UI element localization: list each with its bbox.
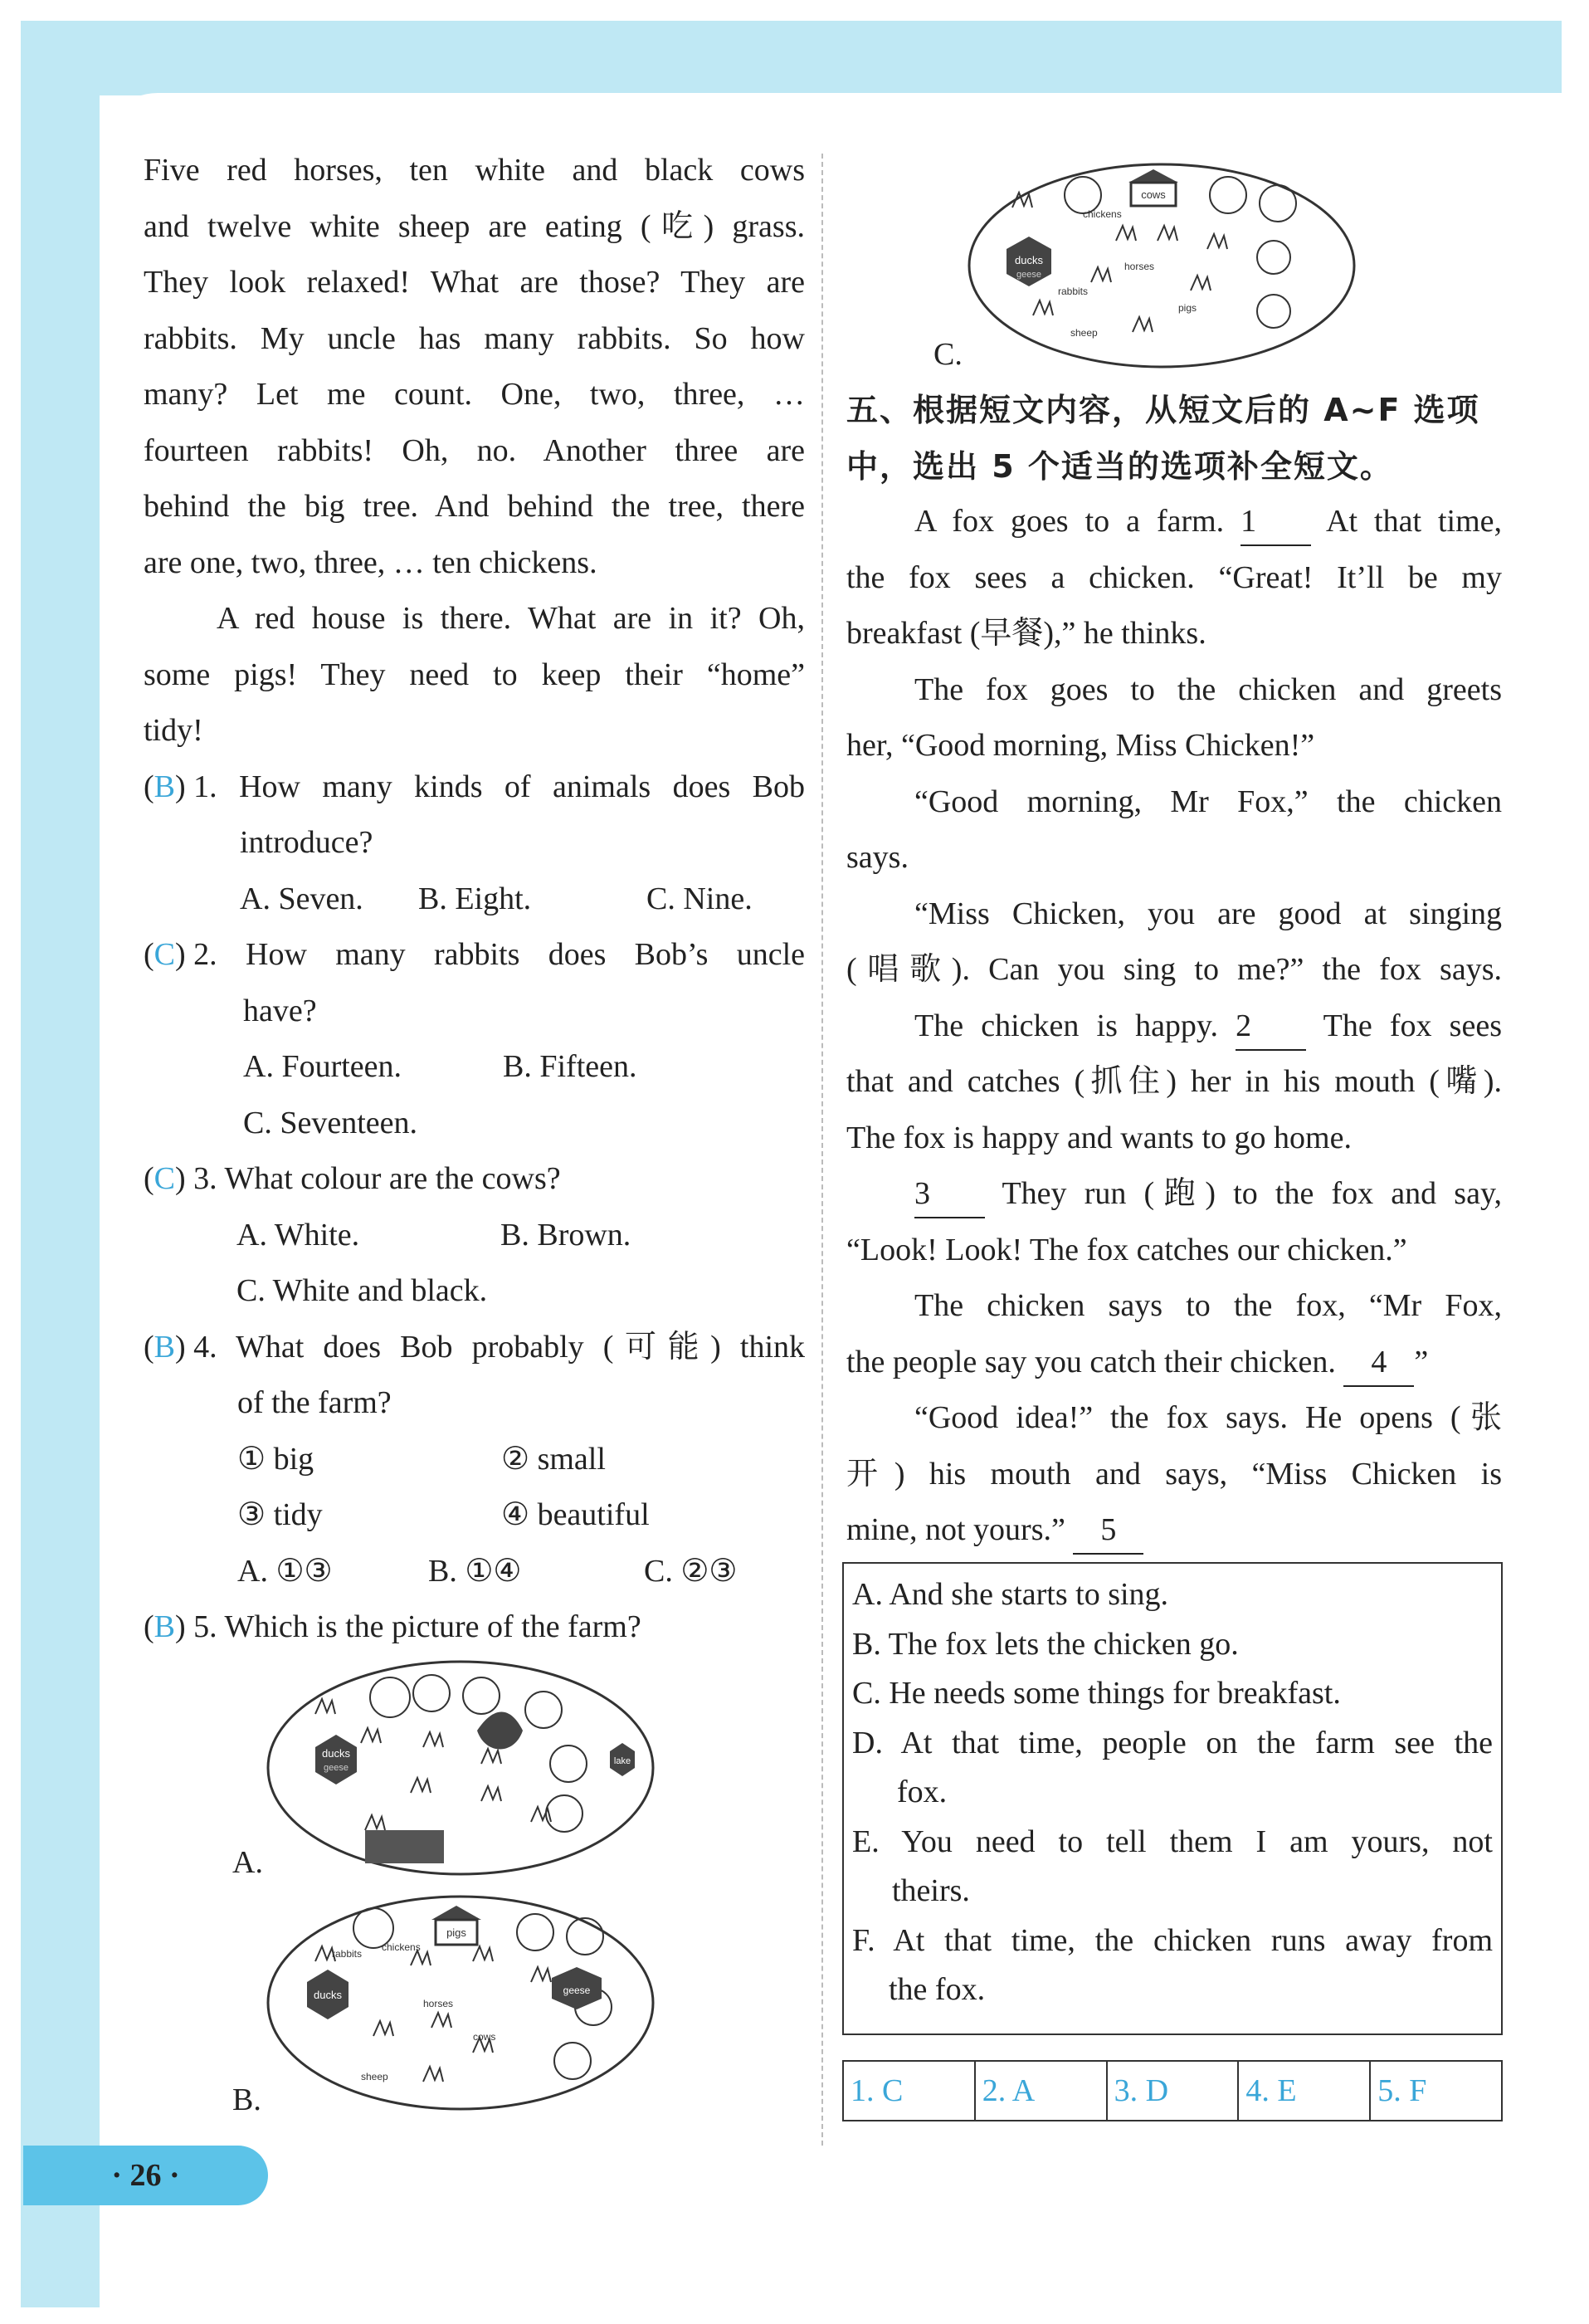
picture-label-c: C. (933, 337, 963, 372)
farm-picture-b (266, 1891, 656, 2115)
option-c: C. Seventeen. (243, 1105, 418, 1140)
answer-mark: B (154, 769, 176, 804)
pic-tag: ducks (1015, 254, 1043, 266)
answer-mark: C (154, 1161, 176, 1196)
pic-tag: cows (1141, 188, 1166, 201)
passage-line: A red house is there. What are in it? Oh, (217, 601, 805, 636)
option-item: B. The fox lets the chicken go. (852, 1626, 1239, 1662)
pic-tag: geese (324, 1763, 349, 1773)
option-a: A. Seven. (240, 881, 363, 916)
pic-tag: rabbits (1058, 286, 1089, 297)
picture-label-a: A. (232, 1845, 263, 1880)
option-a: A. ①③ (237, 1553, 333, 1589)
option-item: E. You need to tell them I am yours, not (852, 1824, 1493, 1859)
option-item: D. At that time, people on the farm see the (852, 1725, 1493, 1760)
passage-line: some pigs! They need to keep their “home” (144, 657, 805, 692)
passage-line: Five red horses, ten white and black cows (144, 153, 805, 188)
question-stem: 5. Which is the picture of the farm? (193, 1609, 641, 1644)
story-text: A fox goes to a farm. 1 At that time, the fox sees a chicken. “Great! It’ll be my breakfast (早餐),” he thinks. The fox goes to the chicken and greets her, “Good morning, Miss Chicken!” “Good morning, Mr Fox,” the chicken says. “Miss Chicken, you are good at singing (唱歌). Can you sing to me?” the fox says. The chicken is happy. 2 The fox sees that and catches (抓住) her in his mouth (嘴). The fox is happy and wants to go home. 3 They run (跑) to the fox and say, “Look! Look! The fox catches our chicken.” The chicken says to the fox, “Mr Fox, the people say you catch their chicken. 4 ” “Good idea!” the fox says. He opens (张 开) his mouth and says, “Miss Chicken is mine, not yours.” 5 (846, 494, 1502, 1559)
question-5: ( B ) 5. Which is the picture of the farm? (144, 1599, 805, 1656)
question-4: ( B ) 4. What does Bob probably (可能) think of the farm? ① big ② small ③ tidy ④ beautiful A. ①③ B. ①④ C. ②③ (144, 1320, 805, 1600)
question-stem: 1. How many kinds of animals does Bob (193, 769, 805, 804)
question-stem: of the farm? (237, 1385, 392, 1420)
pic-tag: cows (473, 2031, 496, 2043)
passage-line: behind the big tree. And behind the tree, there (144, 489, 805, 524)
pic-tag: rabbits (332, 1948, 363, 1960)
passage-line: rabbits. My uncle has many rabbits. So how (144, 320, 805, 356)
side-color-band (21, 21, 100, 2307)
pic-tag: pigs (1178, 302, 1197, 314)
pic-tag: ducks (314, 1989, 342, 2001)
blank-4: 4 (1343, 1339, 1414, 1387)
pic-tag: ducks (322, 1747, 350, 1760)
column-divider (821, 154, 823, 2146)
passage-line: They look relaxed! What are those? They are (144, 265, 805, 300)
option-c: C. ②③ (644, 1553, 738, 1589)
blank-2: 2 (1236, 1003, 1306, 1051)
answer-mark: C (154, 937, 176, 972)
answer-mark: B (154, 1609, 176, 1644)
option-a: A. White. (236, 1217, 360, 1252)
answer-cell: 4. E (1239, 2062, 1371, 2120)
option-c: C. White and black. (236, 1273, 488, 1308)
left-column (144, 143, 805, 1656)
question-stem: 3. What colour are the cows? (193, 1161, 561, 1196)
pic-tag: horses (423, 1998, 454, 2009)
answer-mark: B (154, 1329, 176, 1365)
picture-label-b: B. (232, 2082, 261, 2117)
choice-1: ① big (237, 1441, 314, 1477)
option-a: A. Fourteen. (243, 1049, 402, 1084)
blank-5: 5 (1073, 1506, 1143, 1555)
answer-cell: 3. D (1108, 2062, 1240, 2120)
option-item: the fox. (889, 1972, 986, 2007)
passage-line: fourteen rabbits! Oh, no. Another three are (144, 432, 805, 468)
passage-line: tidy! (144, 713, 203, 748)
question-3: ( C ) 3. What colour are the cows? A. White. B. Brown. C. White and black. (144, 1151, 805, 1320)
section-heading: 五、根据短文内容，从短文后的 A~F 选项 中，选出 5 个适当的选项补全短文。 (846, 392, 1480, 485)
pic-tag: lake (613, 1756, 631, 1766)
farm-picture-a (266, 1656, 656, 1880)
option-item: C. He needs some things for breakfast. (852, 1676, 1341, 1711)
question-1: ( B ) 1. How many kinds of animals does Bob introduce? A. Seven. B. Eight. C. Nine. (144, 759, 805, 928)
pic-tag: sheep (361, 2071, 388, 2082)
choice-2: ② small (501, 1441, 606, 1477)
options-box (842, 1562, 1503, 2035)
question-stem: have? (243, 993, 317, 1028)
question-2: ( C ) 2. How many rabbits does Bob’s uncle have? A. Fourteen. B. Fifteen. C. Seventeen. (144, 927, 805, 1151)
pic-tag: chickens (382, 1941, 421, 1953)
pic-tag: sheep (1070, 327, 1098, 339)
question-stem: 2. How many rabbits does Bob’s uncle (193, 937, 805, 972)
pic-tag: chickens (1083, 208, 1122, 220)
answer-table (842, 2060, 1503, 2121)
choice-3: ③ tidy (237, 1497, 323, 1532)
answer-cell: 2. A (976, 2062, 1108, 2120)
passage-line: many? Let me count. One, two, three, … (144, 377, 805, 412)
page-number: · 26 · (23, 2146, 268, 2205)
pic-tag: geese (1016, 270, 1041, 280)
passage-line: and twelve white sheep are eating (吃) grass. (144, 208, 805, 244)
option-item: theirs. (892, 1873, 970, 1908)
option-b: B. Fifteen. (503, 1049, 637, 1084)
pic-tag: horses (1124, 261, 1155, 272)
choice-4: ④ beautiful (501, 1497, 650, 1532)
passage-line: are one, two, three, … ten chickens. (144, 544, 597, 580)
top-color-band (25, 21, 1562, 95)
answer-cell: 1. C (844, 2062, 976, 2120)
question-stem: introduce? (240, 825, 373, 860)
pic-tag: pigs (446, 1926, 466, 1939)
option-c: C. Nine. (646, 881, 753, 916)
blank-1: 1 (1240, 498, 1311, 546)
option-item: fox. (897, 1775, 948, 1809)
question-stem: 4. What does Bob probably (可能) think (193, 1329, 805, 1365)
blank-3: 3 (914, 1170, 985, 1218)
option-b: B. Eight. (418, 881, 532, 916)
option-b: B. Brown. (500, 1217, 631, 1252)
option-item: A. And she starts to sing. (852, 1577, 1169, 1612)
option-item: F. At that time, the chicken runs away from (852, 1922, 1493, 1958)
farm-picture-c (967, 158, 1357, 374)
option-b: B. ①④ (428, 1553, 522, 1589)
pic-tag: geese (563, 1985, 591, 1996)
answer-cell: 5. F (1377, 2073, 1427, 2108)
